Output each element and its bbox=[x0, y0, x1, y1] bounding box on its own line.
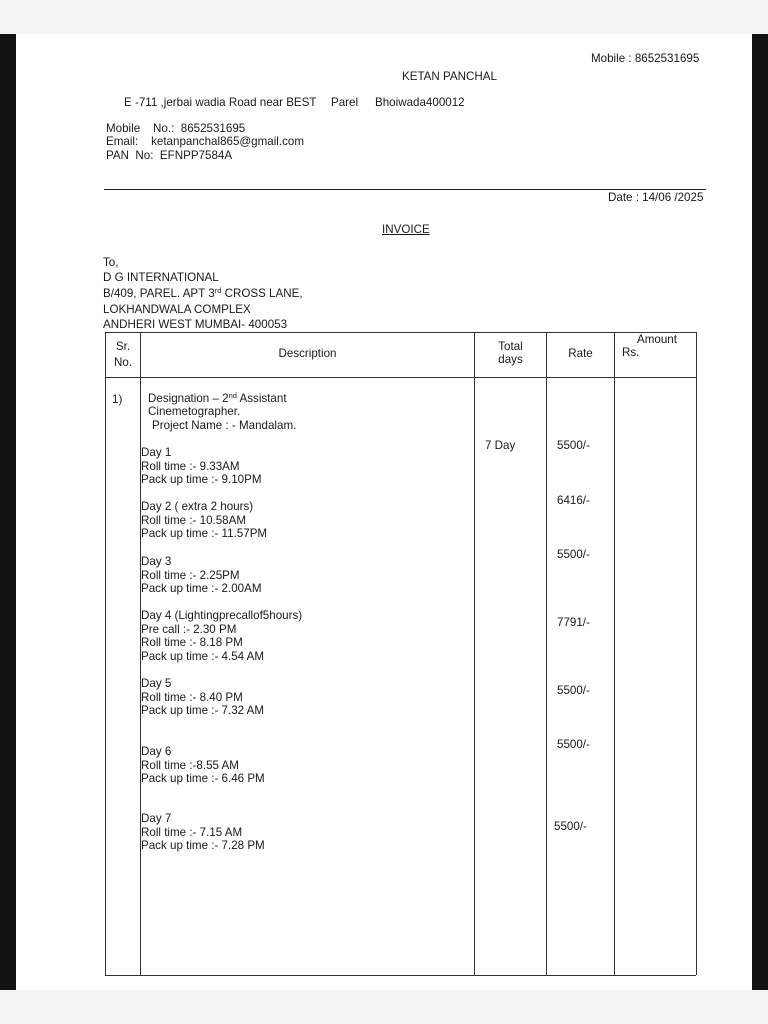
day-line: Roll time :- 7.15 AM bbox=[141, 825, 243, 839]
day-title: Day 4 (Lightingprecallof5hours) bbox=[141, 609, 303, 622]
header-no: No. bbox=[113, 356, 133, 369]
project-name: Project Name : - Mandalam. bbox=[152, 419, 297, 432]
header-total: Total bbox=[498, 340, 523, 353]
viewer-right-edge bbox=[752, 34, 768, 990]
header-divider bbox=[104, 189, 706, 190]
sender-pan: PAN No: EFNPP7584A bbox=[106, 149, 233, 162]
day-line: Pack up time :- 7.32 AM bbox=[141, 704, 265, 718]
day-title: Day 6 bbox=[141, 745, 172, 758]
day-line: Pack up time :- 2.00AM bbox=[141, 582, 262, 596]
table-col-line bbox=[614, 332, 615, 975]
day-title: Day 7 bbox=[141, 812, 172, 825]
day-rate: 5500/- bbox=[557, 548, 590, 561]
day-entry bbox=[141, 555, 262, 596]
day-line: Pack up time :- 7.28 PM bbox=[141, 839, 265, 853]
table-header-border bbox=[105, 377, 696, 378]
day-title: Day 1 bbox=[141, 446, 172, 459]
viewer-left-edge bbox=[0, 34, 16, 990]
day-line: Pre call :- 2.30 PM bbox=[141, 622, 237, 636]
day-line: Roll time :- 8.18 PM bbox=[141, 636, 243, 650]
day-entry bbox=[141, 745, 265, 786]
day-entry bbox=[141, 446, 262, 487]
day-line: Roll time :- 2.25PM bbox=[141, 568, 240, 582]
day-title: Day 3 bbox=[141, 555, 172, 568]
day-line: Pack up time :- 4.54 AM bbox=[141, 649, 265, 663]
day-line: Pack up time :- 6.46 PM bbox=[141, 772, 265, 786]
day-rate: 5500/- bbox=[557, 439, 590, 452]
serial-number: 1) bbox=[112, 393, 123, 406]
day-title: Day 2 ( extra 2 hours) bbox=[141, 500, 254, 513]
table-top-border bbox=[105, 332, 696, 333]
viewer-bottom-bar bbox=[0, 990, 768, 1024]
recipient-address-line-2: LOKHANDWALA COMPLEX bbox=[103, 303, 251, 316]
table-col-line bbox=[546, 332, 547, 975]
viewer-top-bar bbox=[0, 0, 768, 34]
table-col-line bbox=[474, 332, 475, 975]
day-rate: 5500/- bbox=[557, 684, 590, 697]
day-rate: 7791/- bbox=[557, 616, 590, 629]
invoice-page bbox=[16, 34, 752, 990]
day-title: Day 5 bbox=[141, 677, 172, 690]
day-entry bbox=[141, 500, 267, 541]
sender-locality: Bhoiwada400012 bbox=[375, 96, 465, 109]
invoice-title: INVOICE bbox=[382, 223, 430, 236]
sender-address: E -711 ,jerbai wadia Road near BEST bbox=[124, 96, 317, 109]
sender-name: KETAN PANCHAL bbox=[402, 70, 497, 83]
day-line: Roll time :- 8.40 PM bbox=[141, 690, 243, 704]
day-rate: 6416/- bbox=[557, 494, 590, 507]
table-col-line bbox=[105, 332, 106, 975]
recipient-company: D G INTERNATIONAL bbox=[103, 271, 219, 284]
recipient-to: To, bbox=[103, 256, 119, 269]
sender-area: Parel bbox=[331, 96, 359, 109]
day-line: Pack up time :- 11.57PM bbox=[141, 527, 268, 541]
recipient-address-line-1: B/409, PAREL. APT 3rd CROSS LANE, bbox=[103, 286, 303, 300]
table-col-line bbox=[696, 332, 697, 975]
header-rs: Rs. bbox=[622, 346, 640, 359]
designation-role: Cinemetographer. bbox=[148, 405, 241, 418]
invoice-date: Date : 14/06 /2025 bbox=[608, 191, 704, 204]
day-rate: 5500/- bbox=[557, 738, 590, 751]
day-entry bbox=[141, 677, 264, 718]
day-line: Roll time :-8.55 AM bbox=[141, 758, 239, 772]
header-description: Description bbox=[278, 347, 337, 360]
day-entry bbox=[141, 812, 265, 853]
recipient-address-line-3: ANDHERI WEST MUMBAI- 400053 bbox=[103, 318, 288, 331]
day-entry bbox=[141, 609, 302, 663]
day-line: Roll time :- 9.33AM bbox=[141, 459, 240, 473]
sender-mobile: Mobile No.: 8652531695 bbox=[106, 122, 246, 135]
header-sr: Sr. bbox=[115, 340, 131, 353]
day-line: Pack up time :- 9.10PM bbox=[141, 473, 262, 487]
day-rate: 5500/- bbox=[554, 820, 587, 833]
designation: Designation – 2nd Assistant bbox=[148, 391, 287, 405]
day-line: Roll time :- 10.58AM bbox=[141, 513, 247, 527]
total-days: 7 Day bbox=[485, 439, 516, 452]
header-amount: Amount bbox=[637, 333, 677, 346]
mobile-top: Mobile : 8652531695 bbox=[591, 52, 700, 65]
header-rate: Rate bbox=[568, 347, 593, 360]
table-bottom-border bbox=[105, 975, 696, 976]
sender-email: Email: ketanpanchal865@gmail.com bbox=[106, 135, 305, 148]
header-days: days bbox=[498, 353, 523, 366]
